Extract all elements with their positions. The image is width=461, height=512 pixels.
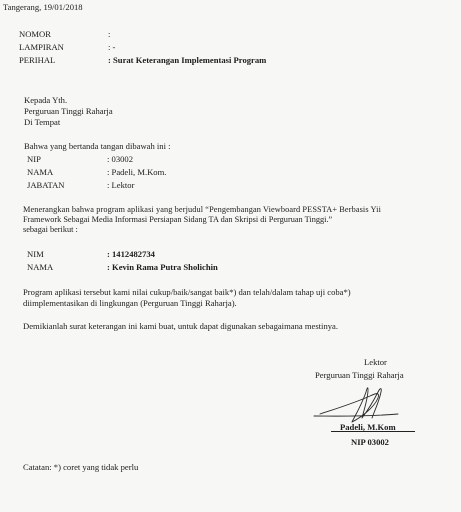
subject-value: : Surat Keterangan Implementasi Program [108, 55, 267, 65]
signature-underline [331, 431, 415, 432]
signer-field-jabatan [27, 180, 135, 190]
header-row-lampiran [19, 42, 116, 52]
field-label: NIP [27, 154, 41, 164]
signer-name: Padeli, M.Kom [340, 422, 396, 432]
signer-institution: Perguruan Tinggi Raharja [315, 370, 404, 380]
header-label: NOMOR [19, 29, 51, 39]
closing-text: Demikianlah surat keterangan ini kami buat, untuk dapat digunakan sebagaimana mestinya. [23, 321, 339, 331]
header-row-perihal [19, 55, 267, 65]
intro-text: Bahwa yang bertanda tangan dibawah ini : [24, 141, 171, 151]
field-value: : 1412482734 [107, 249, 155, 259]
field-value: : Padeli, M.Kom. [107, 167, 167, 177]
header-value: : [108, 29, 111, 39]
signer-field-nip [27, 154, 134, 164]
header-label: PERIHAL [19, 55, 56, 65]
place-date: Tangerang, 19/01/2018 [3, 2, 83, 12]
recipient-line: Di Tempat [24, 117, 61, 127]
signer-position: Lektor [364, 357, 387, 367]
signer-nip: NIP 03002 [351, 437, 389, 447]
statement-line: sebagai berikut : [23, 225, 78, 234]
field-value: : 03002 [107, 154, 134, 164]
header-label: LAMPIRAN [19, 42, 64, 52]
recipient-line: Kepada Yth. [24, 95, 68, 105]
field-value: : Lektor [107, 180, 135, 190]
footnote: Catatan: *) coret yang tidak perlu [23, 462, 139, 472]
statement-line: Framework Sebagai Media Informasi Persiapan Sidang TA dan Skripsi di Perguruan Tinggi.” [23, 215, 333, 224]
student-field-nama [27, 262, 218, 272]
field-value: : Kevin Rama Putra Sholichin [107, 262, 218, 272]
evaluation-line: Program aplikasi tersebut kami nilai cukup/baik/sangat baik*) dan telah/dalam tahap uji coba*) [23, 287, 351, 297]
student-field-nim [27, 249, 155, 259]
field-label: JABATAN [27, 180, 65, 190]
field-label: NAMA [27, 262, 54, 272]
signer-field-nama [27, 167, 167, 177]
field-label: NAMA [27, 167, 54, 177]
header-value: : - [108, 42, 116, 52]
evaluation-line: diimplementasikan di lingkungan (Perguruan Tinggi Raharja). [23, 298, 237, 308]
header-row-nomor [19, 29, 111, 39]
recipient-line: Perguruan Tinggi Raharja [24, 106, 113, 116]
statement-line: Menerangkan bahwa program aplikasi yang berjudul “Pengembangan Viewboard PESSTA+ Berbasis Yii [23, 205, 381, 214]
field-label: NIM [27, 249, 44, 259]
